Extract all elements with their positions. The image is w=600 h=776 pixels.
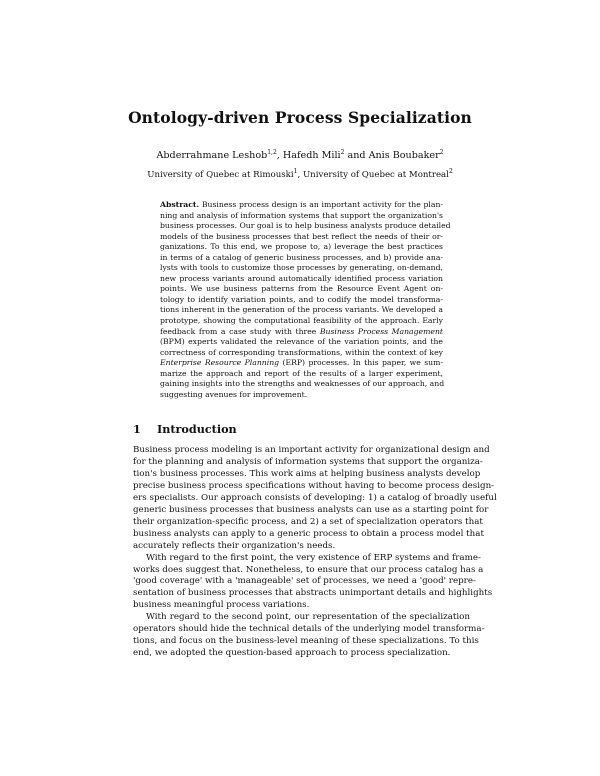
section-number: 1 (133, 422, 141, 436)
paragraph (133, 445, 497, 553)
body-line: business meaningful process variations. (133, 600, 310, 611)
abstract-line: feedback from a case study with three Business Process Management (160, 326, 443, 336)
section-heading (133, 422, 237, 436)
body-line: their organization-specific process, and 2) a set of specialization operators that (133, 516, 483, 527)
affiliation-list (0, 170, 600, 180)
abstract-line: suggesting avenues for improvement. (160, 389, 308, 399)
abstract-line: marize the approach and report of the results of a larger experiment, (160, 368, 443, 378)
abstract-line: tions inherent in the generation of the process variants. We developed a (160, 305, 443, 315)
abstract-line: business processes. Our goal is to help business analysts produce detailed (160, 221, 451, 231)
abstract-line: in terms of a catalog of generic business processes, and b) provide ana- (160, 252, 443, 262)
author-affiliation-mark: 2 (340, 148, 345, 156)
paper-title: Ontology-driven Process Specialization (128, 108, 472, 127)
body-line: ers specialists. Our approach consists of developing: 1) a catalog of broadly useful (133, 492, 497, 503)
affiliation-name: University of Quebec at Rimouski (147, 170, 294, 180)
body-line: tions, and focus on the business-level meaning of these specializations. To this (133, 636, 479, 647)
body-line: generic business processes that business analysts can use as a starting point for (133, 504, 489, 515)
body-line: works does suggest that. Nonetheless, to ensure that our process catalog has a (133, 564, 484, 575)
abstract-line: prototype, showing the computational feasibility of the approach. Early (160, 316, 443, 326)
abstract-line: models of the business processes that best reflect the needs of their or- (160, 231, 443, 241)
body-line: With regard to the second point, our representation of the specialization (146, 612, 470, 623)
body-line: Business process modeling is an important activity for organizational design and (133, 445, 490, 455)
abstract-line: ganizations. To this end, we propose to, a) leverage the best practices (160, 242, 443, 252)
body-line: precise business process specifications without having to become process design- (133, 480, 495, 491)
author-separator: and (344, 150, 369, 161)
abstract-line: points. We use business patterns from the Resource Event Agent on- (160, 284, 443, 294)
author-separator: , (276, 150, 283, 161)
author-name: Abderrahmane Leshob (156, 150, 268, 161)
abstract-line: lysts with tools to customize those processes by generating, on-demand, (160, 263, 443, 273)
abstract-line: ning and analysis of information systems that support the organization's (160, 210, 443, 220)
affiliation-separator: , (297, 170, 303, 180)
body-line: accurately reflects their organization's needs. (133, 540, 336, 551)
paragraph (133, 612, 485, 660)
body-line: tion's business processes. This work aims at helping business analysts develop (133, 468, 481, 479)
author-affiliation-mark: 1,2 (267, 148, 277, 156)
affiliation-name: University of Quebec at Montreal (302, 170, 449, 180)
author-name: Hafedh Mili (282, 150, 341, 161)
body-line: for the planning and analysis of information systems that support the organiza- (133, 456, 483, 467)
author-affiliation-mark: 2 (439, 148, 444, 156)
body-line: operators should hide the technical details of the underlying model transforma- (133, 624, 485, 635)
section-title: Introduction (157, 422, 237, 436)
body-line: end, we adopted the question-based approach to process specialization. (133, 648, 451, 659)
abstract-line: new process variants around automatically identified process variation (160, 273, 443, 283)
body-line: 'good coverage' with a 'manageable' set of processes, we need a 'good' repre- (133, 576, 476, 587)
abstract-emphasis: Enterprise Resource Planning (160, 358, 280, 368)
abstract-line: (BPM) experts validated the relevance of the variation points, and the (160, 337, 443, 347)
affiliation-mark: 1 (293, 168, 298, 176)
abstract-line: Enterprise Resource Planning (ERP) processes. In this paper, we sum- (160, 358, 443, 368)
abstract (160, 200, 451, 400)
abstract-line: Abstract. Business process design is an important activity for the plan- (160, 200, 443, 209)
author-list (0, 150, 600, 161)
abstract-line: tology to identify variation points, and to codify the model transforma- (160, 294, 443, 304)
body-line: sentation of business processes that abstracts unimportant details and highlights (133, 588, 493, 599)
paragraph (133, 552, 493, 613)
abstract-line: correctness of corresponding transformations, within the context of key (160, 347, 443, 357)
section-body (133, 445, 497, 660)
abstract-emphasis: Business Process Management (319, 326, 443, 336)
author-name: Anis Boubaker (368, 150, 440, 161)
body-line: With regard to the first point, the very existence of ERP systems and frame- (146, 552, 481, 563)
body-line: business analysts can apply to a generic process to obtain a process model that (133, 528, 484, 539)
abstract-label: Abstract. (160, 200, 200, 209)
abstract-line: gaining insights into the strengths and weaknesses of our approach, and (160, 379, 445, 389)
affiliation-mark: 2 (448, 168, 453, 176)
